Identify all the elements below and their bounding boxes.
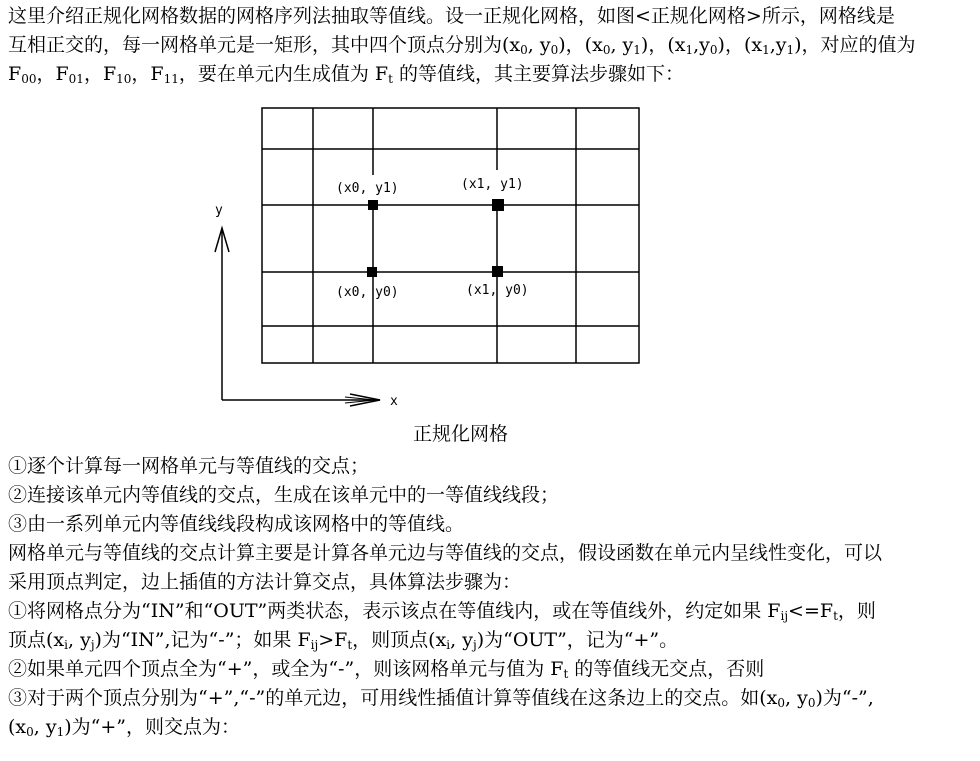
body-line-1: 网格单元与等值线的交点计算主要是计算各单元边与等值线的交点，假设函数在单元内呈线性变化，可以: [8, 542, 883, 564]
body-line-5: ②如果单元四个顶点全为“+”，或全为“-”，则该网格单元与值为 $F_t$ 的等值线无交点，否则: [8, 658, 765, 681]
step-3: ③由一系列单元内等值线线段构成该网格中的等值线。: [8, 513, 465, 535]
intro-paragraph: [8, 2, 972, 89]
intro-line-3: $F_{00}$，$F_{01}$，$F_{10}$，$F_{11}$，要在单元内生成值为 $F_t$ 的等值线，其主要算法步骤如下：: [8, 63, 685, 86]
figure-caption: 正规化网格: [413, 423, 509, 445]
vertex-x0-y0: [367, 267, 377, 277]
vertex-x0-y1: [368, 200, 378, 210]
label-x1-y1: (x1, y1): [461, 177, 524, 192]
body-line-3: ①将网格点分为“IN”和“OUT”两类状态，表示该点在等值线内，或在等值线外，约定如果 $F_{ij}<=F_t$，则: [8, 600, 876, 623]
steps-and-body: [8, 452, 972, 742]
body-line-4: 顶点($x_i$, $y_j$)为“IN”,记为“-”；如果 $F_{ij}>F_t$，则顶点($x_i$, $y_j$)为“OUT”，记为“+”。: [8, 629, 679, 652]
grid-figure: [200, 100, 660, 420]
body-line-6: ③对于两个顶点分别为“+”,“-”的单元边，可用线性插值计算等值线在这条边上的交点。如($x_0$, $y_0$)为“-”,: [8, 687, 874, 710]
vertex-x1-y1: [492, 199, 504, 211]
body-line-7: ($x_0$, $y_1$)为“+”，则交点为：: [8, 716, 241, 739]
intro-line-2: 互相正交的，每一网格单元是一矩形，其中四个顶点分别为($x_0$, $y_0$)，($x_0$, $y_1$)，$(x_1,y_0)$，$(x_1,y_1)$，对应的值为: [8, 34, 916, 57]
label-x0-y0: (x0, y0): [336, 285, 399, 300]
y-axis-label: y: [215, 203, 223, 218]
intro-line-1: 这里介绍正规化网格数据的网格序列法抽取等值线。设一正规化网格，如图<正规化网格>所示，网格线是: [8, 5, 895, 27]
step-2: ②连接该单元内等值线的交点，生成在该单元中的一等值线线段；: [8, 484, 560, 506]
body-line-2: 采用顶点判定，边上插值的方法计算交点，具体算法步骤为：: [8, 571, 522, 593]
x-axis-label: x: [390, 394, 398, 409]
label-x0-y1: (x0, y1): [336, 181, 399, 196]
vertex-x1-y0: [492, 266, 503, 277]
grid-frame: [262, 108, 639, 363]
label-x1-y0: (x1, y0): [466, 283, 529, 298]
step-1: ①逐个计算每一网格单元与等值线的交点；: [8, 455, 370, 477]
